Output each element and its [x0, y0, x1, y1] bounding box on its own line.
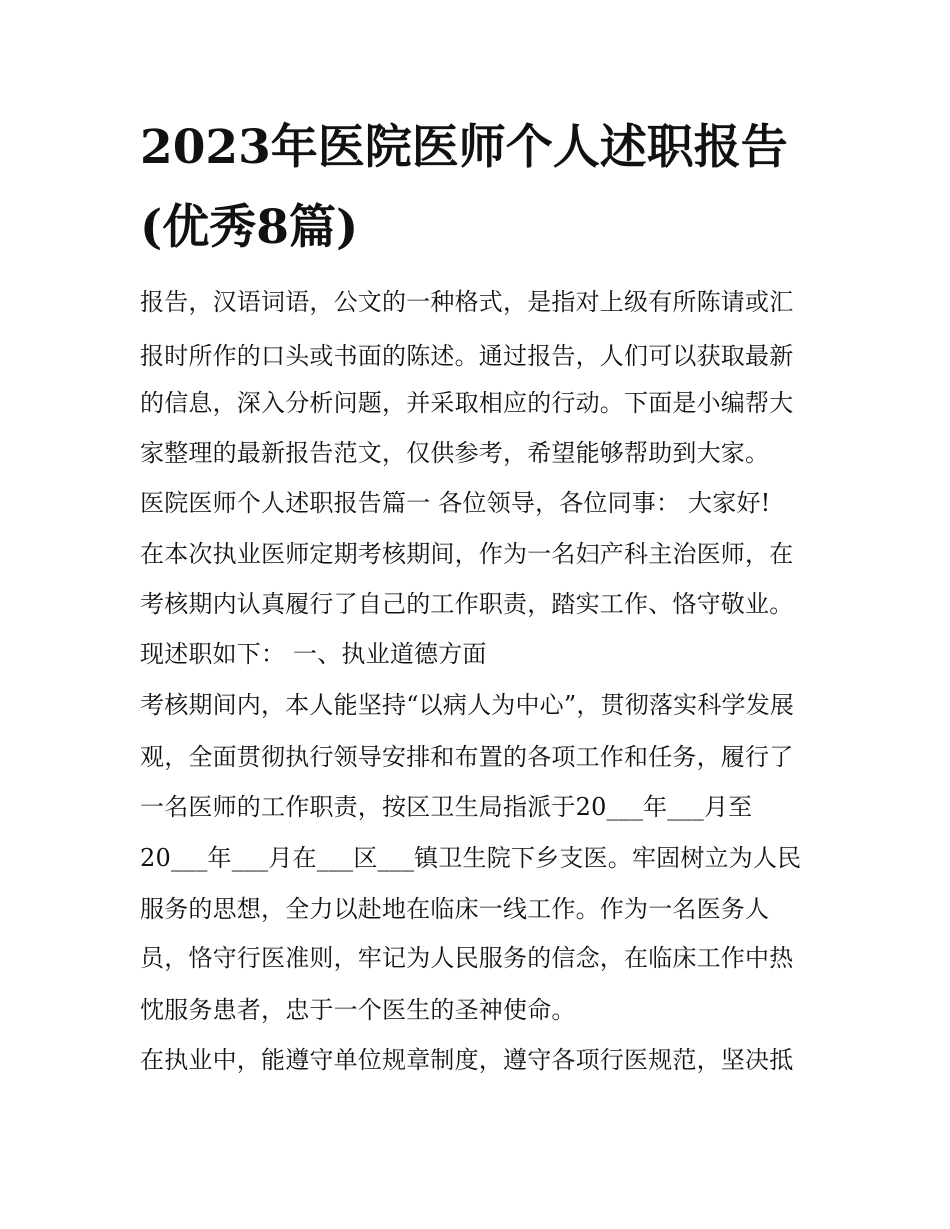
body-line: 报告，汉语词语，公文的一种格式，是指对上级有所陈请或汇 — [140, 288, 794, 316]
body-line: 观，全面贯彻执行领导安排和布置的各项工作和任务，履行了 — [140, 743, 794, 771]
body-line: 考核期内认真履行了自己的工作职责，踏实工作、恪守敬业。 — [140, 590, 794, 618]
body-line: 服务的思想，全力以赴地在临床一线工作。作为一名医务人 — [140, 895, 770, 923]
body-line: 现述职如下： 一、执业道德方面 — [140, 640, 487, 668]
body-line: 在执业中，能遵守单位规章制度，遵守各项行医规范，坚决抵 — [140, 1046, 794, 1074]
body-line: 忱服务患者，忠于一个医生的圣神使命。 — [140, 996, 576, 1024]
body-line: 考核期间内，本人能坚持“以病人为中心”，贯彻落实科学发展 — [140, 691, 795, 719]
body-line: 一名医师的工作职责，按区卫生局指派于20___年___月至 — [140, 793, 753, 821]
body-line: 医院医师个人述职报告篇一 各位领导，各位同事： 大家好! — [140, 489, 771, 517]
body-line: 的信息，深入分析问题，并采取相应的行动。下面是小编帮大 — [140, 389, 794, 417]
body-line: 员，恪守行医准则，牢记为人民服务的信念，在临床工作中热 — [140, 944, 794, 972]
body-line: 报时所作的口头或书面的陈述。通过报告，人们可以获取最新 — [140, 342, 794, 370]
document-title-line-2: (优秀8篇) — [140, 200, 359, 255]
body-line: 在本次执业医师定期考核期间，作为一名妇产科主治医师，在 — [140, 540, 794, 568]
body-line: 家整理的最新报告范文，仅供参考，希望能够帮助到大家。 — [140, 439, 770, 467]
document-title-line-1: 2023年医院医师个人述职报告 — [140, 120, 788, 175]
body-line: 20___年___月在___区___镇卫生院下乡支医。牢固树立为人民 — [140, 844, 802, 872]
